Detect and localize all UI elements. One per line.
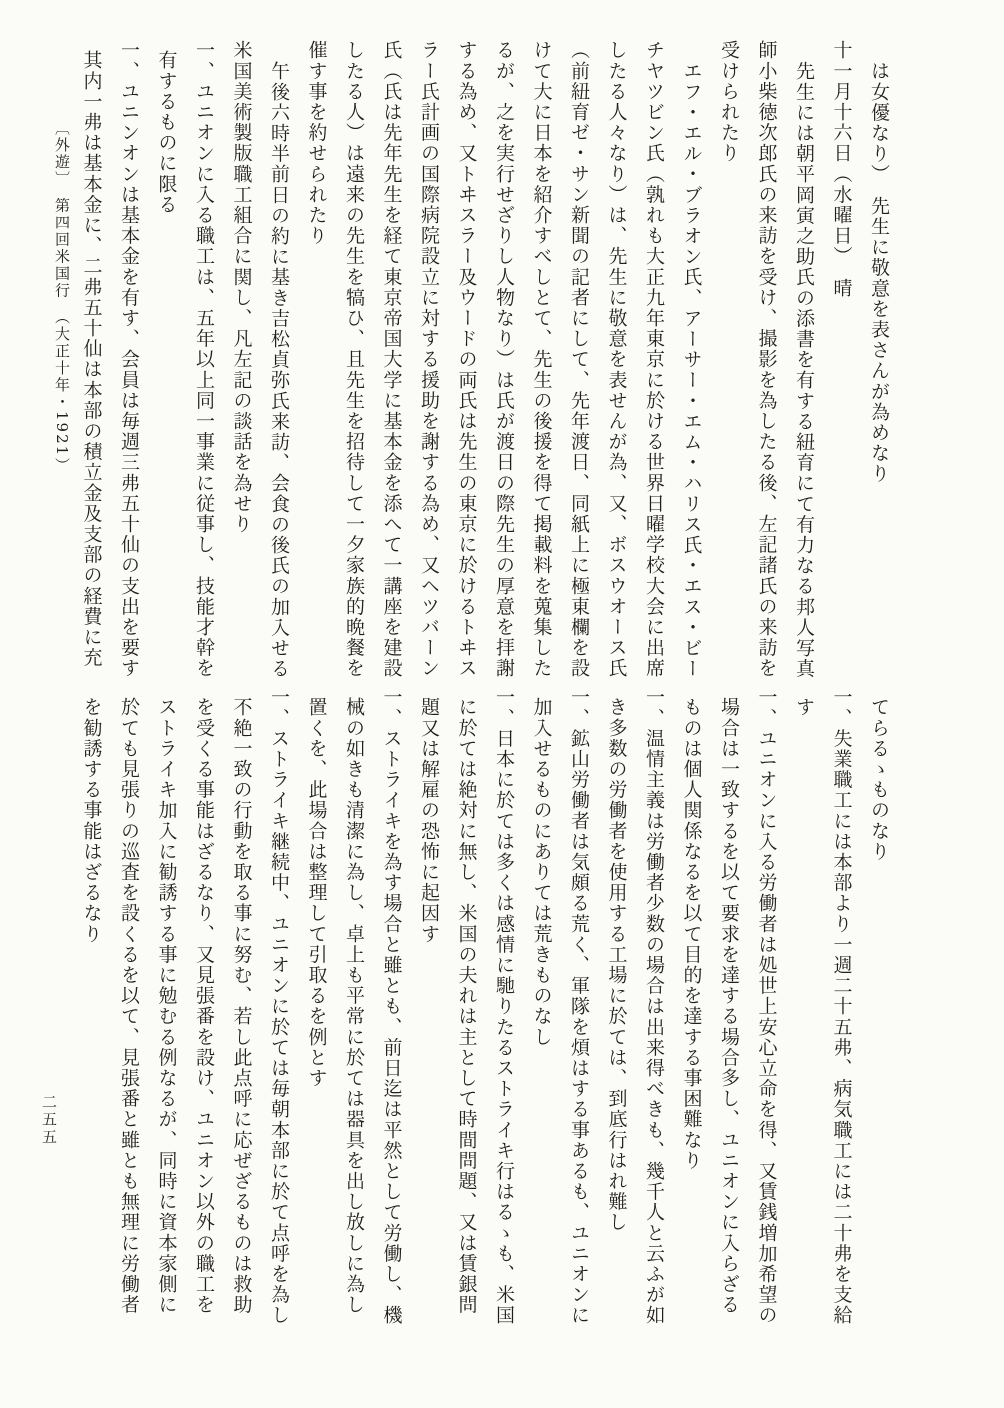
text-column: する為め、又トヰスラー及ウードの両氏は先生の東京に於けるトヰス xyxy=(455,40,478,679)
text-column: 一、日本に於ては多くは感情に馳りたるストライキ行はるゝも、米国 xyxy=(493,687,515,1326)
text-column: るが、之を実行せざりし人物なり）は氏が渡日の際先生の厚意を拝謝 xyxy=(493,40,515,679)
text-column: 題又は解雇の恐怖に起因す xyxy=(418,697,440,945)
text-column: ラー氏計画の国際病院設立に対する援助を謝する為め、又ヘツバーン xyxy=(418,40,440,679)
text-column: 一、鉱山労働者は気頗る荒く、軍隊を煩はする事あるも、ユニオンに xyxy=(568,687,590,1326)
text-column: 一、ユニンオンは基本金を有す、会員は毎週三弗五十仙の支出を要す xyxy=(118,40,140,679)
text-column: （前紐育ゼ・サン新聞の記者にして、先年渡日、同紙上に極東欄を設 xyxy=(568,40,590,679)
diary-bottom-text-block xyxy=(72,687,897,1326)
text-column: 催す事を約せられたり xyxy=(305,40,328,246)
text-column: 一、ユニオンに入る職工は、五年以上同一事業に従事し、技能才幹を xyxy=(193,40,215,679)
text-column: 不絶一致の行動を取る事に努む、若し此点呼に応ぜざるものは救助 xyxy=(230,697,253,1316)
text-column: ものは個人関係なるを以て目的を達する事困難なり xyxy=(680,697,703,1172)
text-column: を勧誘する事能はざるなり xyxy=(80,697,103,945)
text-column: 一、温情主義は労働者少数の場合は出来得べきも、幾千人と云ふが如 xyxy=(643,687,665,1326)
text-column: 午後六時半前日の約に基き吉松貞弥氏来訪、会食の後氏の加入せる xyxy=(268,60,290,679)
text-column: 一、ユニオンに入る労働者は処世上安心立命を得、又賃銭増加希望の xyxy=(755,687,778,1326)
text-column: に於ては絶対に無し、米国の夫れは主として時間問題、又は賃銀問 xyxy=(455,697,478,1316)
text-column: 場合は一致するを以て要求を達する場合多し、ユニオンに入らざる xyxy=(718,697,740,1316)
text-column: 先生には朝平岡寅之助氏の添書を有する紐育にて有力なる邦人写真 xyxy=(793,60,815,679)
text-column: 氏（氏は先年先生を経て東京帝国大学に基本金を添へて一講座を建設 xyxy=(380,40,403,679)
text-column: 加入せるものにありては荒きものなし xyxy=(530,697,553,1048)
page-number: 二五五 xyxy=(40,1094,58,1147)
text-column: 於ても見張りの巡査を設くるを以て、見張番と雖とも無理に労働者 xyxy=(118,697,140,1316)
text-column: す xyxy=(793,697,815,718)
text-column: 一、ストライキ継続中、ユニオンに於ては毎朝本部に於て点呼を為し xyxy=(268,687,290,1326)
text-column: てらるゝものなり xyxy=(868,697,890,863)
text-column: エフ・エル・ブラオン氏、アーサー・エム・ハリス氏・エス・ビー xyxy=(680,60,703,679)
text-column: 一、失業職工には本部より一週二十五弗、病気職工には二十弗を支給 xyxy=(830,687,853,1326)
diary-top-text-block xyxy=(72,40,897,679)
text-column: したる人々なり）は、先生に敬意を表せんが為、又、ボスウオース氏 xyxy=(605,40,628,679)
text-column: 師小柴徳次郎氏の来訪を受け、撮影を為したる後、左記諸氏の来訪を xyxy=(755,40,778,679)
text-column: 一、ストライキを為す場合と雖とも、前日迄は平然として労働し、機 xyxy=(380,687,403,1326)
text-column: 置くを、此場合は整理して引取るを例とす xyxy=(305,697,328,1089)
running-title: 〔外遊〕 第四回米国行 （大正十年・1921） xyxy=(53,120,71,475)
text-column: 有するものに限る xyxy=(155,50,178,216)
text-column: 受けられたり xyxy=(718,40,740,164)
text-column: 械の如きも清潔に為し、卓上も平常に於ては器具を出し放しに為し xyxy=(343,697,365,1316)
text-column: き多数の労働者を使用する工場に於ては、到底行はれ難し xyxy=(605,697,628,1233)
text-column: を受くる事能はざるなり、又見張番を設け、ユニオン以外の職工を xyxy=(193,697,215,1316)
text-column: けて大に日本を紹介すべしとて、先生の後援を得て掲載料を蒐集した xyxy=(530,40,553,679)
text-column: 其内一弗は基本金に、二弗五十仙は本部の積立金及支部の経費に充 xyxy=(80,50,103,669)
text-column: 米国美術製版職工組合に関し、凡左記の談話を為せり xyxy=(230,40,253,535)
text-column: 十一月十六日（水曜日） 晴 xyxy=(830,40,853,299)
text-column: したる人）は遠来の先生を犒ひ、且先生を招待して一夕家族的晩餐を xyxy=(343,40,365,679)
text-column: ストライキ加入に勧誘する事に勉むる例なるが、同時に資本家側に xyxy=(155,697,178,1316)
text-column: チヤツビン氏（孰れも大正九年東京に於ける世界日曜学校大会に出席 xyxy=(643,40,665,679)
text-column: は女優なり） 先生に敬意を表さんが為めなり xyxy=(868,60,890,484)
